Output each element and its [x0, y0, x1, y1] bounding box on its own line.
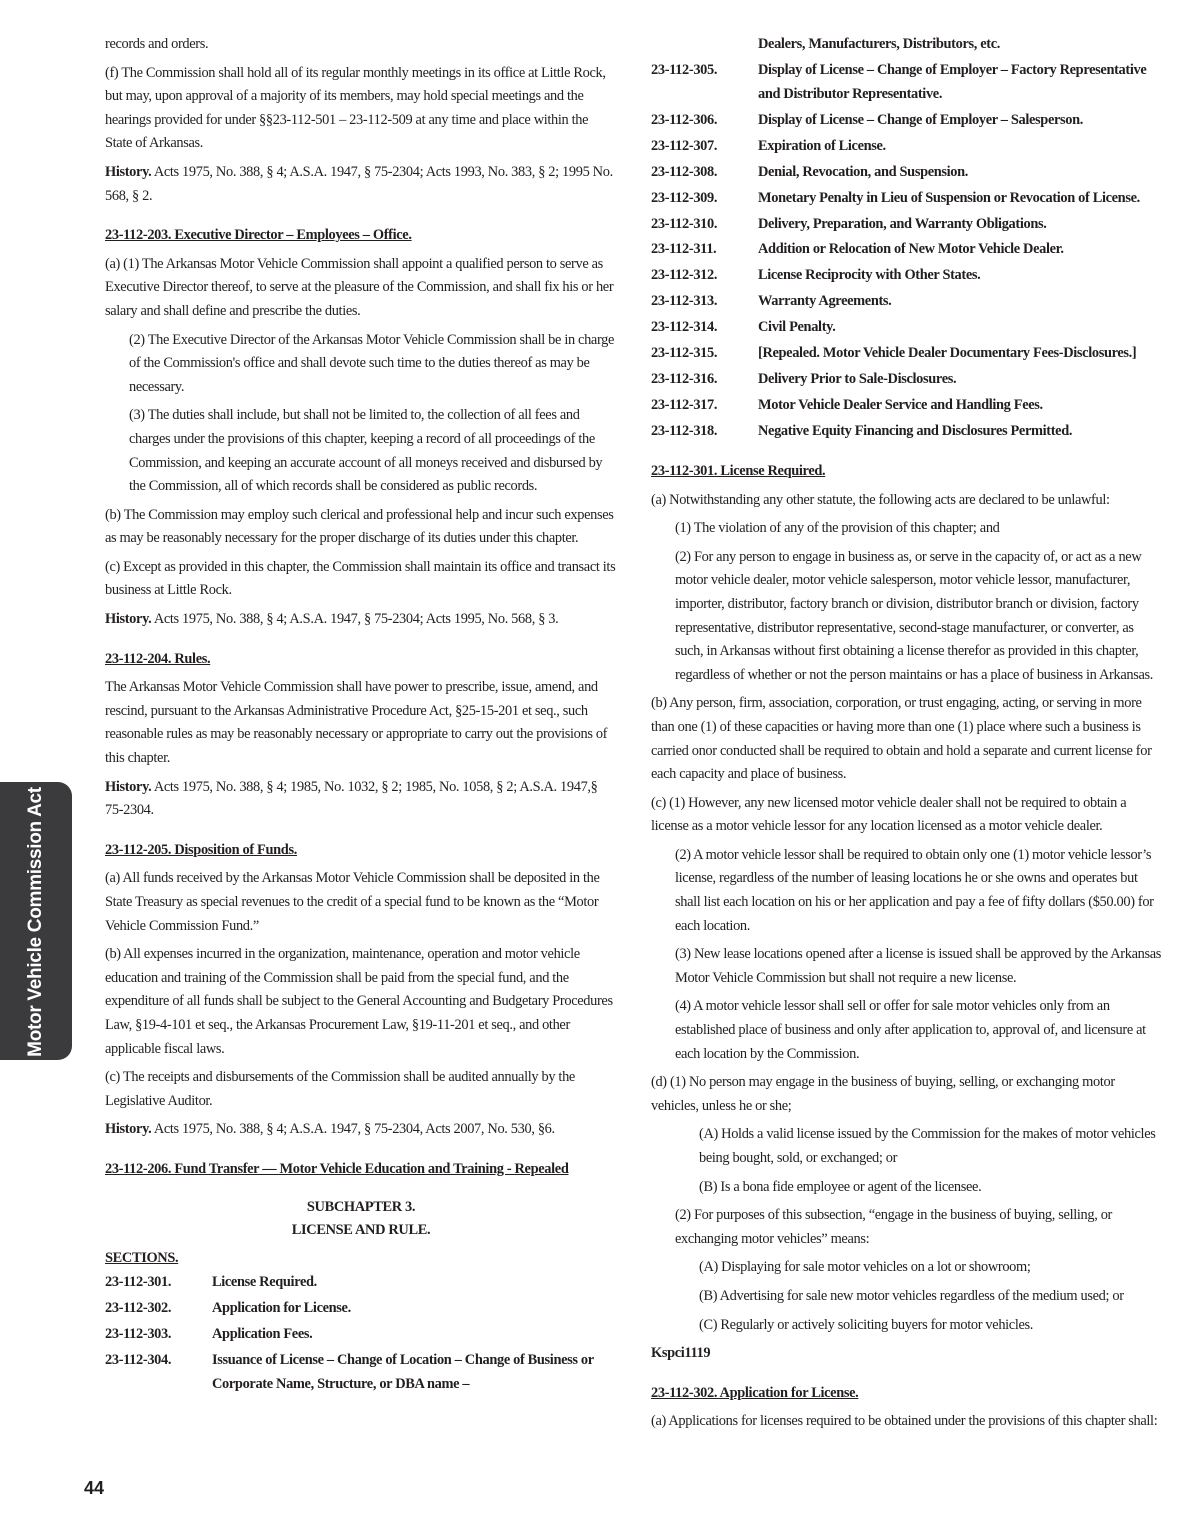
history-label: History.: [105, 611, 152, 628]
toc-title: [Repealed. Motor Vehicle Dealer Documentary Fees-Disclosures.]: [758, 345, 1137, 362]
page-number: 44: [84, 1478, 105, 1498]
toc-title: Application Fees.: [212, 1326, 313, 1343]
toc-row: [651, 135, 1163, 159]
right-column: [651, 33, 1163, 1439]
section-heading-23-112-302: 23-112-302. Application for License.: [651, 1384, 859, 1401]
toc-title: Issuance of License – Change of Location – Change of Business or Corporate Name, Structure, or DBA name –: [212, 1352, 594, 1392]
toc-title: Monetary Penalty in Lieu of Suspension or Revocation of License.: [758, 189, 1140, 206]
paragraph: (d) (1) No person may engage in the business of buying, selling, or exchanging motor vehicles, unless he or she;: [651, 1074, 1115, 1114]
toc-row: [105, 1323, 617, 1347]
toc-title: Delivery Prior to Sale-Disclosures.: [758, 371, 957, 388]
toc-title: License Required.: [212, 1274, 317, 1291]
toc-number: 23-112-316.: [651, 371, 718, 388]
toc-number: 23-112-305.: [651, 61, 718, 78]
document-code: Kspci1119: [651, 1345, 711, 1362]
paragraph: (b) The Commission may employ such clerical and professional help and incur such expenses as may be reasonably necessary for the proper discharge of its duties under this chapter.: [105, 506, 614, 547]
paragraph: records and orders.: [105, 36, 209, 52]
toc-row: [651, 187, 1163, 211]
paragraph: (2) For purposes of this subsection, “engage in the business of buying, selling, or exchanging motor vehicles” means:: [675, 1207, 1112, 1247]
paragraph: (a) Applications for licenses required to be obtained under the provisions of this chapter shall:: [651, 1413, 1158, 1430]
toc-row: [105, 1271, 617, 1295]
section-heading-23-112-204: 23-112-204. Rules.: [105, 650, 211, 667]
toc-title: Addition or Relocation of New Motor Vehicle Dealer.: [758, 241, 1064, 258]
toc-row: [651, 342, 1163, 366]
paragraph: (f) The Commission shall hold all of its regular monthly meetings in its office at Little Rock, but may, upon approval of a majority of its members, may hold special meetings and the hearings provided for under §§23-112-501 – 23-112-509 at any time and place within the State of Arkansas.: [105, 64, 606, 152]
toc-number: 23-112-318.: [651, 423, 718, 440]
toc-row: [105, 1349, 617, 1396]
toc-continuation: [651, 33, 1163, 57]
section-heading-23-112-206: 23-112-206. Fund Transfer — Motor Vehicle Education and Training - Repealed: [105, 1160, 569, 1177]
paragraph: (1) The violation of any of the provision of this chapter; and: [675, 520, 1000, 537]
history-text: Acts 1975, No. 388, § 4; 1985, No. 1032, § 2; 1985, No. 1058, § 2; A.S.A. 1947,§ 75-2304.: [105, 778, 598, 819]
paragraph: (a) All funds received by the Arkansas Motor Vehicle Commission shall be deposited in the State Treasury as special revenues to the credit of a special fund to be known as the “Motor Vehicle Commission Fund.”: [105, 870, 600, 934]
toc-number: 23-112-307.: [651, 137, 718, 154]
toc-title: Display of License – Change of Employer – Factory Representative and Distributor Representative.: [758, 61, 1147, 102]
history-note: [105, 161, 617, 208]
toc-row: [651, 316, 1163, 340]
toc-row: [651, 161, 1163, 185]
left-column: [105, 33, 617, 1399]
history-label: History.: [105, 163, 152, 180]
toc-number: 23-112-312.: [651, 267, 718, 284]
toc-number: 23-112-313.: [651, 293, 718, 310]
toc-number: 23-112-309.: [651, 189, 718, 206]
history-text: Acts 1975, No. 388, § 4; A.S.A. 1947, § 75-2304; Acts 1995, No. 568, § 3.: [151, 611, 559, 628]
toc-number: 23-112-301.: [105, 1274, 172, 1291]
paragraph: (2) For any person to engage in business as, or serve in the capacity of, or act as a new motor vehicle dealer, motor vehicle salesperson, motor vehicle lessor, manufacturer, importer, distributor, factory branch or division, distributor branch or division, factory representative, distributor representative, second-stage manufacturer, or converter, as such, in Arkansas without first obtaining a license therefor as provided in this chapter, regardless of whether or not the person maintains or has a place of business in Arkansas.: [675, 548, 1153, 683]
toc-row: [651, 394, 1163, 418]
toc-row: [651, 368, 1163, 392]
paragraph: (B) Advertising for sale new motor vehicles regardless of the medium used; or: [699, 1287, 1124, 1304]
sections-label: SECTIONS.: [105, 1249, 179, 1266]
section-heading-23-112-205: 23-112-205. Disposition of Funds.: [105, 841, 297, 858]
paragraph: The Arkansas Motor Vehicle Commission shall have power to prescribe, issue, amend, and rescind, pursuant to the Arkansas Administrative Procedure Act, §25-15-201 et seq., such reasonable rules as may be reasonably necessary or appropriate to carry out the provisions of this chapter.: [105, 679, 608, 767]
paragraph: (c) (1) However, any new licensed motor vehicle dealer shall not be required to obtain a license as a motor vehicle lessor for any location licensed as a motor vehicle dealer.: [651, 794, 1127, 835]
toc-number: 23-112-317.: [651, 397, 718, 414]
toc-title: Dealers, Manufacturers, Distributors, etc.: [758, 36, 1001, 52]
toc-number: 23-112-303.: [105, 1326, 172, 1343]
paragraph: (c) Except as provided in this chapter, the Commission shall maintain its office and transact its business at Little Rock.: [105, 558, 616, 599]
section-heading-23-112-203: 23-112-203. Executive Director – Employees – Office.: [105, 227, 412, 244]
paragraph: (4) A motor vehicle lessor shall sell or offer for sale motor vehicles only from an established place of business and only after application to, approval of, and licensure at each location by the Commission.: [675, 998, 1146, 1062]
section-side-tab: [0, 782, 72, 1060]
toc-row: [651, 290, 1163, 314]
toc-number: 23-112-304.: [105, 1352, 172, 1369]
toc-title: Civil Penalty.: [758, 319, 836, 336]
history-label: History.: [105, 778, 152, 795]
paragraph: (a) Notwithstanding any other statute, the following acts are declared to be unlawful:: [651, 491, 1110, 508]
toc-title: Denial, Revocation, and Suspension.: [758, 163, 969, 180]
paragraph: (2) A motor vehicle lessor shall be required to obtain only one (1) motor vehicle lessor’s license, regardless of the number of leasing locations he or she owns and operates but shall list each location on his or her application and pay a fee of fifty dollars ($50.00) for each location.: [675, 846, 1154, 934]
paragraph: (3) New lease locations opened after a license is issued shall be approved by the Arkansas Motor Vehicle Commission but shall not require a new license.: [675, 946, 1161, 986]
toc-number: 23-112-315.: [651, 345, 718, 362]
section-heading-23-112-301: 23-112-301. License Required.: [651, 462, 826, 479]
paragraph: (3) The duties shall include, but shall not be limited to, the collection of all fees and charges under the provisions of this chapter, keeping a record of all proceedings of the Commission, and keeping an accurate account of all moneys received and disbursed by the Commission, all of which records shall be considered as public records.: [129, 407, 603, 495]
paragraph: (A) Displaying for sale motor vehicles on a lot or showroom;: [699, 1259, 1031, 1276]
toc-title: Display of License – Change of Employer – Salesperson.: [758, 111, 1084, 128]
toc-title: Expiration of License.: [758, 137, 886, 154]
history-note: [105, 608, 617, 632]
toc-title: Delivery, Preparation, and Warranty Obligations.: [758, 215, 1047, 232]
toc-row: [651, 420, 1163, 444]
toc-number: 23-112-314.: [651, 319, 718, 336]
toc-number: 23-112-311.: [651, 241, 717, 258]
side-tab-label: Motor Vehicle Commission Act: [25, 787, 46, 1057]
toc-row: [651, 59, 1163, 106]
paragraph: (b) All expenses incurred in the organization, maintenance, operation and motor vehicle education and training of the Commission shall be paid from the special fund, and the expenditure of all funds shall be subject to the General Accounting and Budgetary Procedures Law, §19-4-101 et seq., the Arkansas Procurement Law, §19-11-201 et seq., and other applicable fiscal laws.: [105, 946, 613, 1057]
toc-title: License Reciprocity with Other States.: [758, 267, 981, 284]
paragraph: (2) The Executive Director of the Arkansas Motor Vehicle Commission shall be in charge of the Commission's office and shall devote such time to the duties thereof as may be necessary.: [129, 331, 615, 395]
history-label: History.: [105, 1121, 152, 1138]
toc-number: 23-112-310.: [651, 215, 718, 232]
paragraph: (b) Any person, firm, association, corporation, or trust engaging, acting, or serving in more than one (1) of these capacities or having more than one (1) place where such a business is carried onor conducted shall be required to obtain and hold a separate and current license for each capacity and place of business.: [651, 695, 1152, 783]
toc-title: Warranty Agreements.: [758, 293, 892, 310]
toc-number: 23-112-302.: [105, 1300, 172, 1317]
toc-title: Negative Equity Financing and Disclosures Permitted.: [758, 423, 1073, 440]
toc-title: Application for License.: [212, 1300, 351, 1317]
toc-row: [651, 213, 1163, 237]
toc-title: Motor Vehicle Dealer Service and Handling Fees.: [758, 397, 1043, 414]
toc-row: [105, 1297, 617, 1321]
subchapter-title: LICENSE AND RULE.: [291, 1222, 431, 1239]
paragraph: (a) (1) The Arkansas Motor Vehicle Commission shall appoint a qualified person to serve as Executive Director thereof, to serve at the pleasure of the Commission, and shall fix his or her salary and shall define and prescribe the duties.: [105, 255, 614, 319]
history-text: Acts 1975, No. 388, § 4; A.S.A. 1947, § 75-2304; Acts 1993, No. 383, § 2; 1995 No. 568, § 2.: [105, 163, 613, 204]
toc-row: [651, 109, 1163, 133]
history-text: Acts 1975, No. 388, § 4; A.S.A. 1947, § 75-2304, Acts 2007, No. 530, §6.: [151, 1121, 555, 1138]
history-note: [105, 776, 617, 823]
paragraph: (C) Regularly or actively soliciting buyers for motor vehicles.: [699, 1316, 1034, 1333]
toc-number: 23-112-308.: [651, 163, 718, 180]
paragraph: (A) Holds a valid license issued by the Commission for the makes of motor vehicles being bought, sold, or exchanged; or: [699, 1126, 1156, 1166]
toc-number: 23-112-306.: [651, 111, 718, 128]
toc-row: [651, 238, 1163, 262]
history-note: [105, 1118, 617, 1142]
paragraph: (B) Is a bona fide employee or agent of the licensee.: [699, 1178, 982, 1195]
paragraph: (c) The receipts and disbursements of the Commission shall be audited annually by the Legislative Auditor.: [105, 1069, 575, 1109]
toc-row: [651, 264, 1163, 288]
subchapter-number: SUBCHAPTER 3.: [306, 1198, 416, 1215]
